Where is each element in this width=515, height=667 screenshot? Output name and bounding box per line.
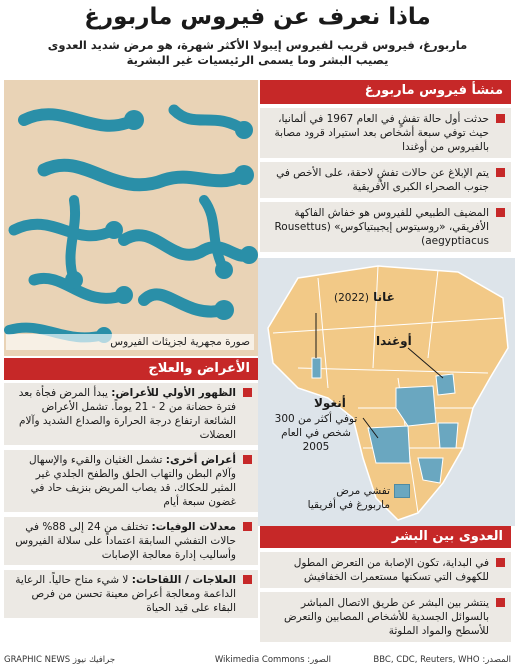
bullet-square-icon	[243, 455, 252, 464]
origin-item-text: حدثت أول حالة تفشٍ في العام 1967 في ألمانيا، حيث توفي سبعة أشخاص بعد استيراد قرود مصابة بالفيروس من أوغندا	[274, 113, 489, 153]
legend-label: تفشي مرض ماربورغ في أفريقيا	[307, 485, 390, 511]
bullet-square-icon	[243, 575, 252, 584]
bullet-square-icon	[496, 114, 505, 123]
bullet-square-icon	[496, 598, 505, 607]
symptom-text: تختلف من 24 إلى 88% في حالات التفشي السابقة اعتماداً على سلالة الفيروس وأساليب إدارة معالجة الإصابات	[15, 521, 236, 561]
symptom-text: يبدأ المرض فجأة بعد فترة حضانة من 2 - 21 يوماً. تشمل الأعراض الشائعة ارتفاع درجة الحرارة والصداع الشديد وآلام العضلات	[18, 387, 236, 441]
ghana-name: غانا	[373, 290, 395, 304]
symptom-label: العلاجات / اللقاحات:	[131, 574, 236, 586]
origin-heading: منشأ فيروس ماربورغ	[260, 80, 511, 104]
brand-logo-text: جرافيك نيوز GRAPHIC NEWS	[4, 655, 116, 665]
symptoms-heading: الأعراض والعلاج	[4, 358, 258, 380]
angola-label: أنغولا	[314, 396, 346, 410]
bullet-square-icon	[243, 522, 252, 531]
list-item	[4, 570, 258, 618]
bullet-square-icon	[496, 208, 505, 217]
origin-item-text: المضيف الطبيعي للفيروس هو خفاش الفاكهة الأفريقي، «روسيتوس إيجيبتياكوس» (Rousettus aegyptiacus)	[274, 207, 489, 247]
list-item	[260, 162, 511, 198]
symptom-text: لا شيء متاح حالياً. الرعاية الداعمة ومعالجة أعراض معينة تحسن من فرص البقاء على قيد الحياة	[15, 574, 236, 614]
bullet-square-icon	[496, 558, 505, 567]
photo-credit-text: الصور: Wikimedia Commons	[214, 655, 331, 665]
list-item	[260, 202, 511, 252]
symptom-label: معدلات الوفيات:	[151, 521, 236, 533]
list-item	[4, 450, 258, 512]
ghana-label	[334, 290, 395, 304]
uganda-label: أوغندا	[376, 334, 412, 348]
angola-note: توفي أكثر من 300 شخص في العام 2005	[274, 413, 358, 453]
list-item	[260, 552, 511, 588]
sources-text: المصدر: BBC, CDC, Reuters, WHO	[373, 655, 511, 665]
human-infection-list	[260, 552, 511, 646]
list-item	[260, 592, 511, 642]
human-infection-heading: العدوى بين البشر	[260, 526, 511, 548]
ghana-year: (2022)	[334, 292, 369, 304]
human-item-text: في البداية، تكون الإصابة من التعرض المطول للكهوف التي تسكنها مستعمرات الخفافيش	[293, 557, 489, 583]
symptom-label: أعراض أخرى:	[165, 454, 236, 466]
origin-item-text: يتم الإبلاغ عن حالات تفشٍ لاحقة، على الأخص في جنوب الصحراء الكبرى الأفريقية	[276, 167, 489, 193]
bullet-square-icon	[243, 388, 252, 397]
map-legend	[300, 484, 390, 512]
page-title: ماذا نعرف عن فيروس ماربورغ	[84, 4, 431, 30]
list-item	[4, 517, 258, 565]
subtitle-line-1: ماربورغ، فيروس قريب لفيروس إيبولا الأكثر شهرة، هو مرض شديد العدوى	[47, 38, 468, 52]
list-item	[260, 108, 511, 158]
outbreak-legend-swatch	[394, 484, 410, 498]
origin-list	[260, 108, 511, 256]
list-item	[4, 383, 258, 445]
symptom-text: تشمل الغثيان والقيء والإسهال وآلام البطن والتهاب الحلق والطفح الجلدي غير المثير للحكاك. قد يصاب المريض بنزيف حاد في غضون سبعة أيام	[29, 454, 236, 508]
symptoms-list	[4, 383, 258, 623]
page-subtitle	[10, 38, 505, 68]
bullet-square-icon	[496, 168, 505, 177]
subtitle-line-2: يصيب البشر وما يسمى الرئيسيات غير البشرية	[126, 53, 389, 67]
symptom-label: الظهور الأولي للأعراض:	[111, 387, 236, 399]
human-item-text: ينتشر بين البشر عن طريق الاتصال المباشر بالسوائل الجسدية للأشخاص المصابين والتعرض للأسطح والمواد الملوثة	[284, 597, 489, 637]
photo-caption: صورة مجهرية لجزيئات الفيروس	[6, 334, 254, 350]
virus-micrograph-image	[4, 80, 258, 356]
